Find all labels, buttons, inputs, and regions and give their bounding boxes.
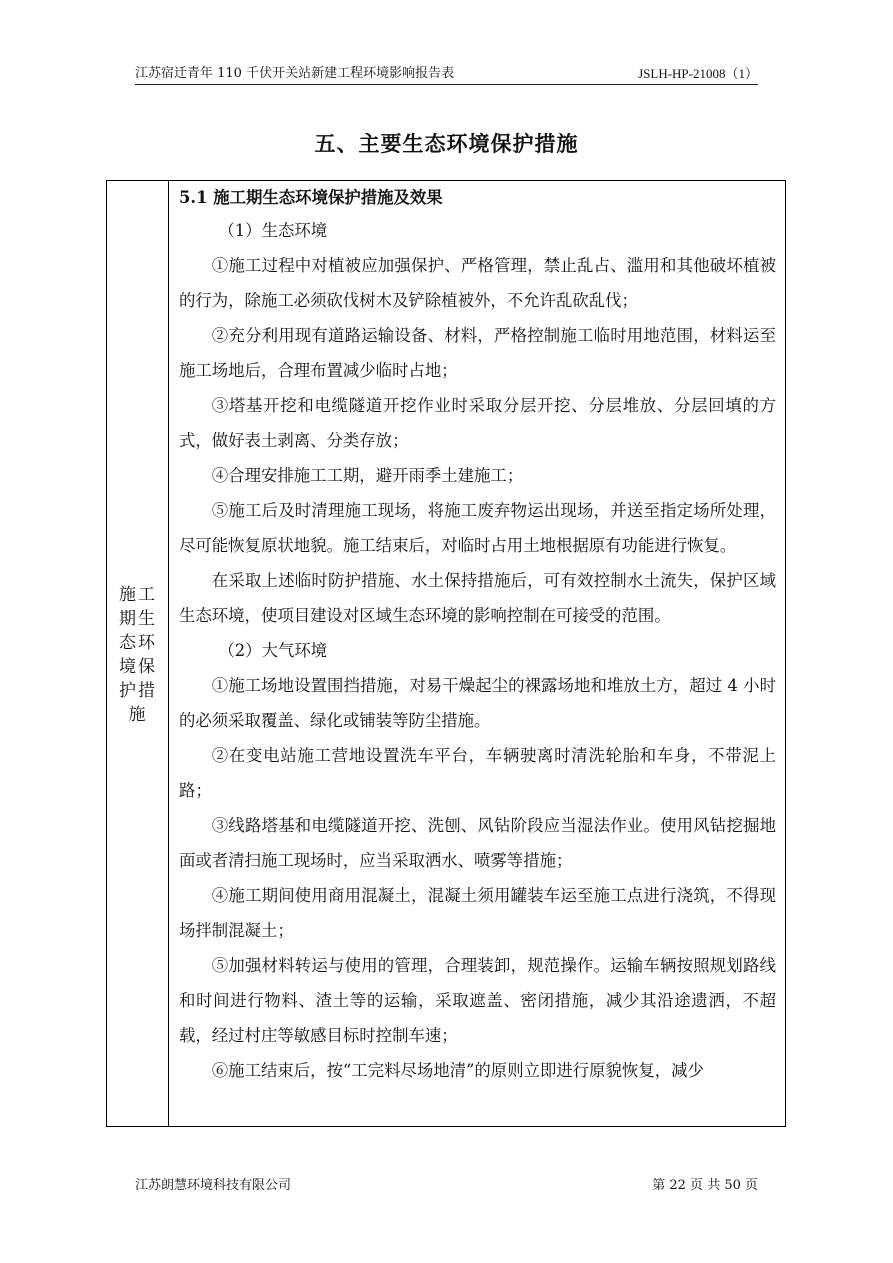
- header-report-title: 江苏宿迁青年 110 千伏开关站新建工程环境影响报告表: [135, 66, 455, 81]
- paragraph: ①施工过程中对植被应加强保护、严格管理，禁止乱占、滥用和其他破坏植被的行为，除施工必须砍伐树木及铲除植被外，不允许乱砍乱伐；: [179, 256, 776, 310]
- paragraph: ③线路塔基和电缆隧道开挖、洗刨、风钻阶段应当湿法作业。使用风钻挖掘地面或者清扫施工现场时，应当采取洒水、喷雾等措施；: [179, 816, 776, 870]
- footer-page-number: 第 22 页 共 50 页: [652, 1178, 758, 1193]
- paragraph: ②充分利用现有道路运输设备、材料，严格控制施工临时用地范围，材料运至施工场地后，合理布置减少临时占地；: [179, 326, 776, 380]
- header-divider: [135, 84, 758, 85]
- page-title: 五、主要生态环境保护措施: [314, 132, 579, 156]
- paragraph: ③塔基开挖和电缆隧道开挖作业时采取分层开挖、分层堆放、分层回填的方式，做好表土剥离、分类存放；: [179, 396, 776, 450]
- subheading-ecology: （1）生态环境: [218, 221, 328, 240]
- section-title: 5.1 施工期生态环境保护措施及效果: [179, 188, 443, 207]
- paragraph: ①施工场地设置围挡措施，对易干燥起尘的裸露场地和堆放土方，超过 4 小时的必须采取覆盖、绿化或铺装等防尘措施。: [179, 676, 776, 730]
- page-header: [135, 64, 758, 84]
- paragraph: ④施工期间使用商用混凝土，混凝土须用罐装车运至施工点进行浇筑，不得现场拌制混凝土；: [179, 886, 776, 940]
- measures-table: [106, 180, 786, 1127]
- page-footer: [135, 1176, 758, 1196]
- content-cell: [169, 181, 785, 1126]
- paragraph: ④合理安排施工工期，避开雨季土建施工；: [211, 466, 524, 485]
- paragraph: 在采取上述临时防护措施、水土保持措施后，可有效控制水土流失，保护区域生态环境，使项目建设对区域生态环境的影响控制在可接受的范围。: [179, 571, 776, 625]
- header-report-code: JSLH-HP-21008（1）: [638, 66, 758, 81]
- subheading-air: （2）大气环境: [218, 641, 328, 660]
- paragraph: ⑤施工后及时清理施工现场，将施工废弃物运出现场，并送至指定场所处理，尽可能恢复原状地貌。施工结束后，对临时占用土地根据原有功能进行恢复。: [179, 501, 776, 555]
- side-label: 施工期生态环境保护措施: [119, 585, 157, 725]
- paragraph: ⑤加强材料转运与使用的管理，合理装卸，规范操作。运输车辆按照规划路线和时间进行物料、渣土等的运输，采取遮盖、密闭措施，减少其沿途遗洒，不超载，经过村庄等敏感目标时控制车速；: [179, 956, 776, 1045]
- footer-company: 江苏朗慧环境科技有限公司: [135, 1178, 292, 1193]
- paragraph: ⑥施工结束后，按“工完料尽场地清”的原则立即进行原貌恢复，减少: [211, 1061, 704, 1080]
- paragraph: ②在变电站施工营地设置洗车平台，车辆驶离时清洗轮胎和车身，不带泥上路；: [179, 746, 776, 800]
- side-label-cell: [107, 181, 169, 1126]
